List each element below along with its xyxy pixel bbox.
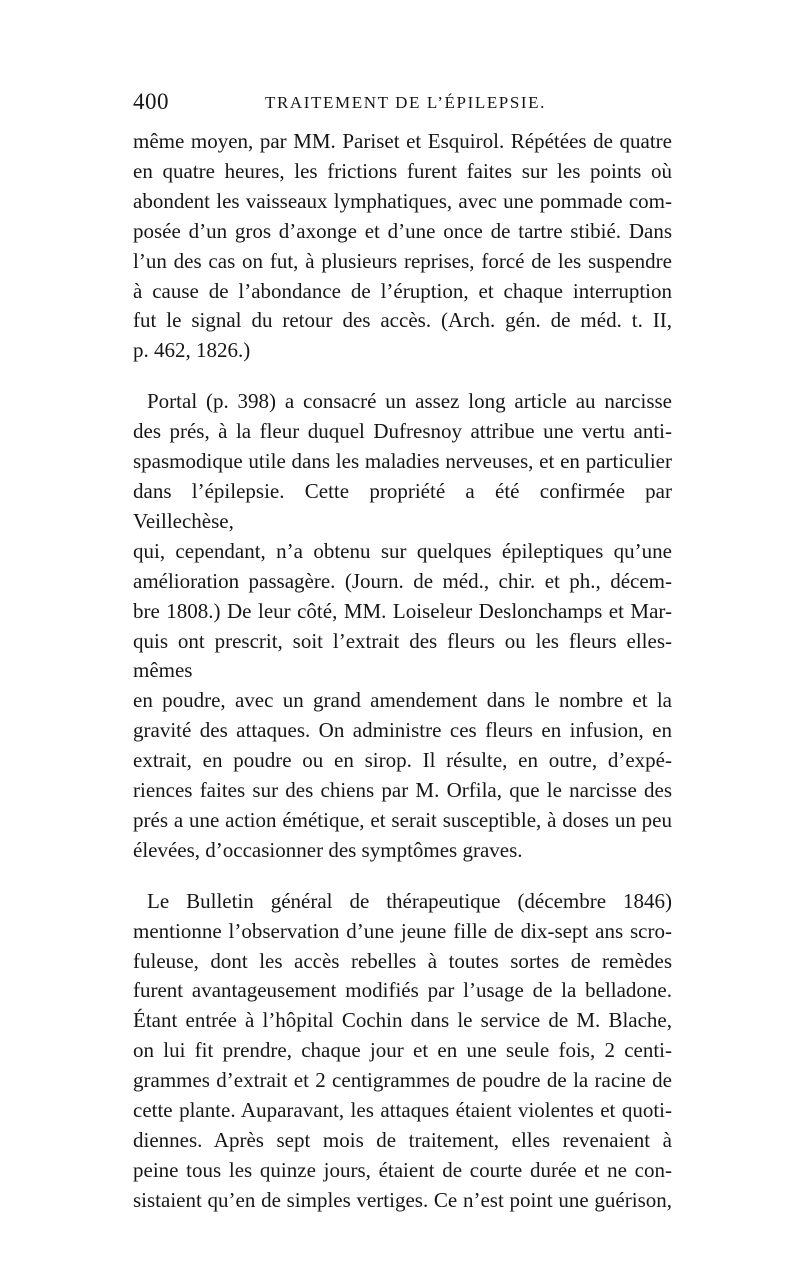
text-line: bre 1808.) De leur côté, MM. Loiseleur Deslonchamps et Mar- — [133, 598, 672, 623]
text-line: sistaient qu’en de simples vertiges. Ce n’est point une guérison, — [133, 1187, 672, 1212]
text-line: furent avantageusement modifiés par l’usage de la belladone. — [133, 978, 672, 1003]
text-line: dans l’épilepsie. Cette propriété a été confirmée par Veillechèse, — [133, 478, 672, 533]
text-line: posée d’un gros d’axonge et d’une once de tartre stibié. Dans — [133, 218, 672, 243]
text-line: extrait, en poudre ou en sirop. Il résulte, en outre, d’expé- — [133, 748, 672, 773]
text-line: on lui fit prendre, chaque jour et en une seule fois, 2 centi- — [133, 1038, 672, 1063]
text-line: peine tous les quinze jours, étaient de courte durée et ne con- — [133, 1157, 672, 1182]
text-line: fut le signal du retour des accès. (Arch. gén. de méd. t. II, — [133, 308, 672, 333]
body-text — [133, 127, 672, 1216]
text-line: même moyen, par MM. Pariset et Esquirol. Répétées de quatre — [133, 129, 672, 153]
text-line: fuleuse, dont les accès rebelles à toutes sortes de remèdes — [133, 948, 672, 973]
text-line: à cause de l’abondance de l’éruption, et chaque interruption — [133, 278, 672, 303]
text-line: gravité des attaques. On administre ces fleurs en infusion, en — [133, 718, 672, 743]
text-line: quis ont prescrit, soit l’extrait des fleurs ou les fleurs elles-mêmes — [133, 628, 672, 683]
text-line: p. 462, 1826.) — [133, 338, 251, 363]
text-line: en quatre heures, les frictions furent faites sur les points où — [133, 158, 672, 183]
paragraph-1 — [133, 127, 672, 366]
text-line: en poudre, avec un grand amendement dans le nombre et la — [133, 688, 672, 713]
paragraph-2 — [133, 387, 672, 866]
page-header — [133, 89, 673, 119]
page-number: 400 — [133, 89, 169, 114]
text-line: qui, cependant, n’a obtenu sur quelques épileptiques qu’une — [133, 538, 672, 563]
text-line: cette plante. Auparavant, les attaques étaient violentes et quoti- — [133, 1098, 672, 1123]
text-line: mentionne l’observation d’une jeune fille de dix-sept ans scro- — [133, 918, 672, 943]
text-line: diennes. Après sept mois de traitement, elles revenaient à — [133, 1128, 672, 1152]
text-line: des prés, à la fleur duquel Dufresnoy attribue une vertu anti- — [133, 419, 672, 444]
text-line: Le Bulletin général de thérapeutique (décembre 1846) — [147, 888, 672, 913]
text-line: spasmodique utile dans les maladies nerveuses, et en particulier — [133, 449, 672, 474]
text-line: prés a une action émétique, et serait susceptible, à doses un peu — [133, 807, 672, 832]
running-head: TRAITEMENT DE L’ÉPILEPSIE. — [265, 93, 547, 112]
paragraph-3 — [133, 887, 672, 1216]
text-line: abondent les vaisseaux lymphatiques, avec une pommade com- — [133, 188, 672, 213]
text-line: riences faites sur des chiens par M. Orfila, que le narcisse des — [133, 778, 672, 803]
text-line: amélioration passagère. (Journ. de méd., chir. et ph., décem- — [133, 568, 672, 593]
text-line: Portal (p. 398) a consacré un assez long article au narcisse — [147, 389, 672, 414]
text-line: Étant entrée à l’hôpital Cochin dans le service de M. Blache, — [133, 1008, 672, 1033]
text-line: élevées, d’occasionner des symptômes graves. — [133, 837, 523, 862]
text-line: l’un des cas on fut, à plusieurs reprises, forcé de les suspendre — [133, 248, 672, 273]
text-line: grammes d’extrait et 2 centigrammes de poudre de la racine de — [133, 1068, 672, 1093]
